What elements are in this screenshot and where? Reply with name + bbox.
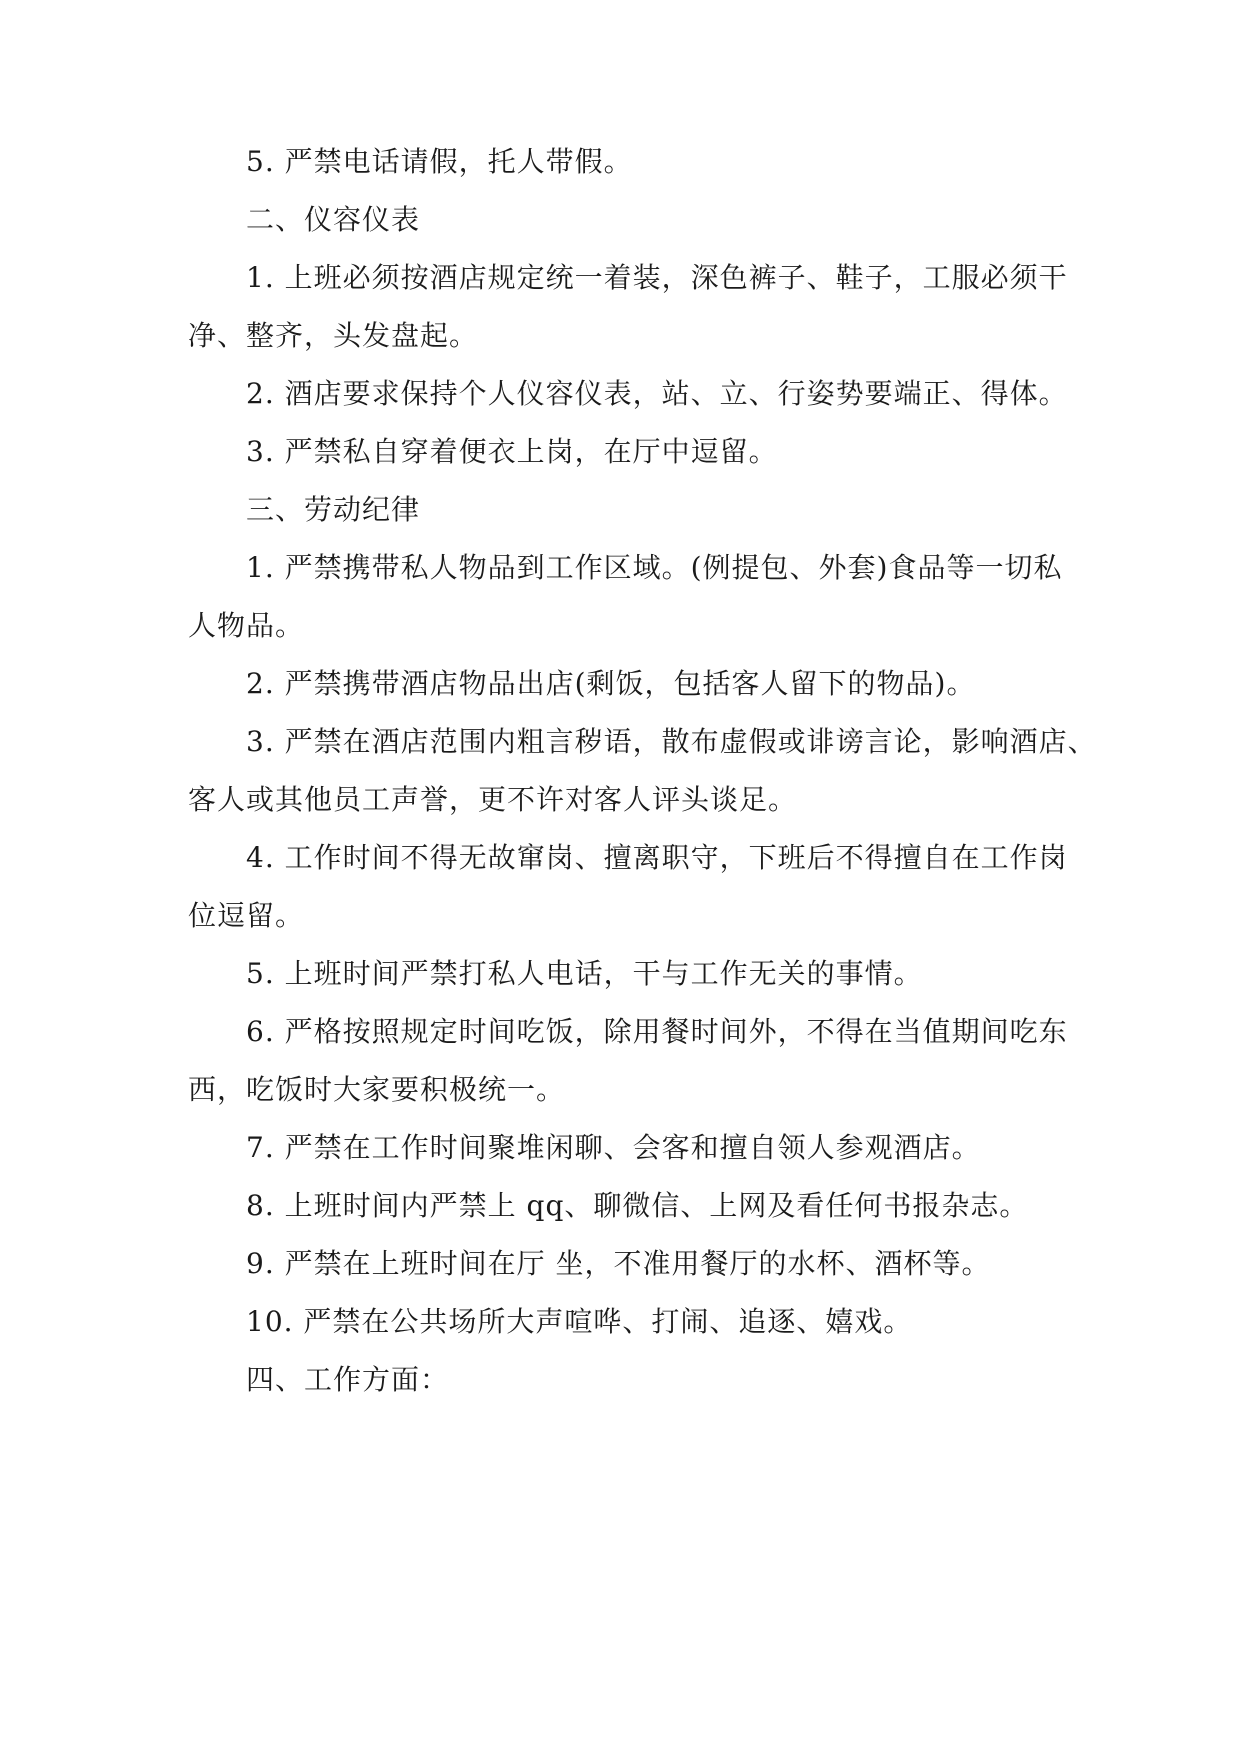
- paragraph-line: 客人或其他员工声誉，更不许对客人评头谈足。: [188, 783, 798, 816]
- section-heading: 二、仪容仪表: [246, 203, 421, 236]
- paragraph-line: 西，吃饭时大家要积极统一。: [188, 1073, 566, 1106]
- paragraph-line: 3. 严禁在酒店范围内粗言秽语，散布虚假或诽谤言论，影响酒店、: [246, 725, 1097, 758]
- paragraph-line: 人物品。: [188, 609, 305, 642]
- paragraph-line: 3. 严禁私自穿着便衣上岗，在厅中逗留。: [246, 435, 778, 468]
- paragraph-line: 5. 严禁电话请假，托人带假。: [246, 145, 633, 178]
- paragraph-line: 1. 上班必须按酒店规定统一着装，深色裤子、鞋子，工服必须干: [246, 261, 1068, 294]
- paragraph-line: 4. 工作时间不得无故窜岗、擅离职守，下班后不得擅自在工作岗: [246, 841, 1068, 874]
- section-heading: 四、工作方面：: [246, 1363, 450, 1396]
- paragraph-line: 净、整齐，头发盘起。: [188, 319, 479, 352]
- paragraph-line: 2. 酒店要求保持个人仪容仪表，站、立、行姿势要端正、得体。: [246, 377, 1068, 410]
- paragraph-line: 6. 严格按照规定时间吃饭，除用餐时间外，不得在当值期间吃东: [246, 1015, 1068, 1048]
- paragraph-line: 10. 严禁在公共场所大声喧哗、打闹、追逐、嬉戏。: [246, 1305, 913, 1338]
- paragraph-line: 9. 严禁在上班时间在厅 坐，不准用餐厅的水杯、酒杯等。: [246, 1247, 991, 1280]
- paragraph-line: 位逗留。: [188, 899, 305, 932]
- paragraph-line: 2. 严禁携带酒店物品出店(剩饭，包括客人留下的物品)。: [246, 667, 976, 700]
- paragraph-line: 1. 严禁携带私人物品到工作区域。(例提包、外套)食品等一切私: [246, 551, 1063, 584]
- paragraph-line: 5. 上班时间严禁打私人电话，干与工作无关的事情。: [246, 957, 923, 990]
- section-heading: 三、劳动纪律: [246, 493, 421, 526]
- paragraph-line: 7. 严禁在工作时间聚堆闲聊、会客和擅自领人参观酒店。: [246, 1131, 981, 1164]
- paragraph-line: 8. 上班时间内严禁上 qq、聊微信、上网及看任何书报杂志。: [246, 1189, 1029, 1222]
